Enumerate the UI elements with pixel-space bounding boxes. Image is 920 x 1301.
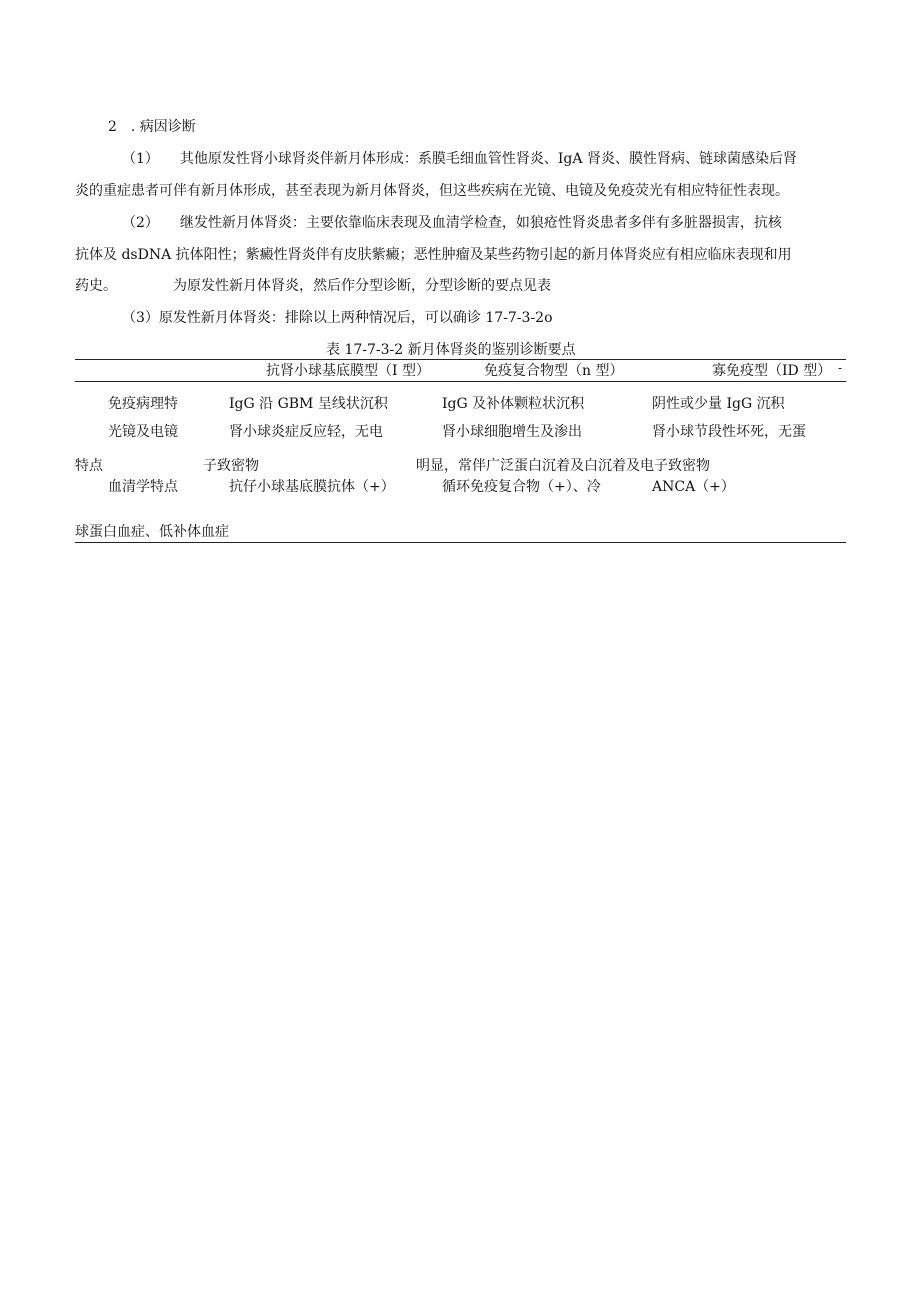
paragraph-2-line-2: 抗体及 dsDNA 抗体阳性；紫癜性肾炎伴有皮肤紫癜；恶性肿瘤及某些药物引起的新月体肾炎应有相应临床表现和用 (75, 247, 792, 263)
row-label-serology: 血清学特点 (108, 479, 178, 495)
row-2-cell-type-2: 肾小球细胞增生及渗出 (442, 424, 582, 440)
section-heading: 2 . 病因诊断 (108, 119, 196, 135)
table-bottom-rule (75, 542, 846, 543)
table-caption: 表 17-7-3-2 新月体肾炎的鉴别诊断要点 (326, 342, 576, 358)
paragraph-2-line-3-start: 药史。 (75, 278, 117, 294)
row-3-cell-type-1: 抗仔小球基底膜抗体（+） (229, 479, 395, 495)
paragraph-2-line-1: （2） 继发性新月体肾炎：主要依靠临床表现及血清学检查，如狼疮性肾炎患者多伴有多脏器损害，抗核 (122, 215, 782, 231)
row-2-cell-type-2-3-continued: 明显，常伴广泛蛋白沉着及白沉着及电子致密物 (416, 458, 710, 474)
table-top-rule (75, 359, 846, 360)
row-2-cell-type-1-continued: 子致密物 (203, 458, 259, 474)
paragraph-2-line-3-end: 为原发性新月体肾炎，然后作分型诊断，分型诊断的要点见表 (173, 278, 551, 294)
row-2-label-continued: 特点 (75, 458, 103, 474)
row-1-cell-type-1: IgG 沿 GBM 呈线状沉积 (229, 396, 388, 412)
row-3-cell-type-3: ANCA（+） (652, 479, 735, 495)
row-1-cell-type-3: 阴性或少量 IgG 沉积 (652, 396, 785, 412)
row-3-continued: 球蛋白血症、低补体血症 (75, 524, 229, 540)
row-2-cell-type-3: 肾小球节段性坏死，无蛋 (652, 424, 806, 440)
paragraph-1-line-1: （1） 其他原发性肾小球肾炎伴新月体形成：系膜毛细血管性肾炎、IgA 肾炎、膜性肾病、链球菌感染后肾 (122, 151, 797, 167)
table-header-type-3: 寡免疫型（ID 型） (712, 363, 832, 379)
table-header-type-2: 免疫复合物型（n 型） (484, 363, 624, 379)
table-header-tick: - (838, 361, 843, 375)
row-2-cell-type-1: 肾小球炎症反应轻，无电 (229, 424, 383, 440)
table-header-rule (75, 381, 846, 382)
paragraph-3-line-1: （3）原发性新月体肾炎：排除以上两种情况后，可以确诊 17-7-3-2o (122, 310, 553, 326)
row-label-microscopy: 光镜及电镜 (108, 424, 178, 440)
row-label-immunopathology: 免疫病理特 (108, 396, 178, 412)
paragraph-1-line-2: 炎的重症患者可伴有新月体形成，甚至表现为新月体肾炎，但这些疾病在光镜、电镜及免疫荧光有相应特征性表现。 (75, 183, 789, 199)
row-3-cell-type-2: 循环免疫复合物（+）、冷 (442, 479, 601, 495)
row-1-cell-type-2: IgG 及补体颗粒状沉积 (442, 396, 585, 412)
table-header-type-1: 抗肾小球基底膜型（I 型） (266, 363, 430, 379)
